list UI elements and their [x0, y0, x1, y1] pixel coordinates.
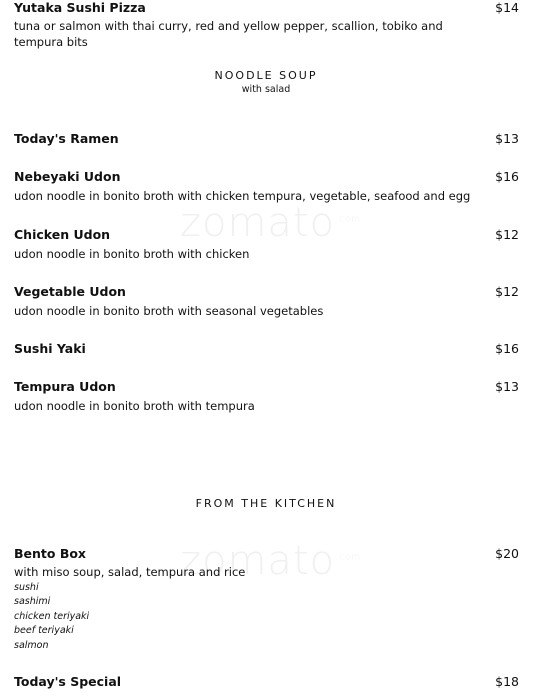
- option-item: salmon: [14, 639, 49, 651]
- item-description: udon noodle in bonito broth with chicken: [14, 247, 250, 261]
- section-subtitle: with salad: [241, 84, 291, 95]
- item-description: udon noodle in bonito broth with tempura: [14, 399, 255, 413]
- item-name: Today's Special: [14, 674, 122, 689]
- item-price: $12: [495, 227, 519, 242]
- item-price: $20: [495, 546, 519, 561]
- item-name: Chicken Udon: [14, 227, 111, 242]
- menu-item: [14, 674, 519, 690]
- option-list: [14, 581, 519, 653]
- item-description: tuna or salmon with thai curry, red and yellow pepper, scallion, tobiko and tempura bits: [14, 19, 443, 49]
- item-name: Yutaka Sushi Pizza: [14, 0, 146, 15]
- item-price: $12: [495, 284, 519, 299]
- item-name: Tempura Udon: [14, 379, 116, 394]
- section-title: FROM THE KITCHEN: [195, 497, 337, 510]
- item-price: $13: [495, 131, 519, 146]
- menu-item: [14, 227, 519, 262]
- item-price: $18: [495, 674, 519, 689]
- menu-item: [14, 131, 519, 147]
- section-title: NOODLE SOUP: [214, 69, 318, 82]
- watermark: zomato$^{.com}$: [180, 538, 362, 584]
- watermark: zomato$^{.com}$: [180, 200, 362, 246]
- menu-item: [14, 341, 519, 357]
- item-price: $13: [495, 379, 519, 394]
- option-item: sashimi: [14, 596, 51, 608]
- menu-item: [14, 169, 519, 204]
- menu-item: [14, 546, 519, 653]
- item-description: with miso soup, salad, tempura and rice: [14, 565, 246, 579]
- menu-item: [14, 379, 519, 414]
- option-item: chicken teriyaki: [14, 610, 90, 622]
- item-name: Nebeyaki Udon: [14, 169, 121, 184]
- item-name: Today's Ramen: [14, 131, 119, 146]
- item-price: $16: [495, 169, 519, 184]
- item-name: Sushi Yaki: [14, 341, 86, 356]
- menu-item: [14, 0, 519, 50]
- option-item: beef teriyaki: [14, 625, 74, 637]
- item-description: udon noodle in bonito broth with seasonal vegetables: [14, 304, 324, 318]
- item-name: Vegetable Udon: [14, 284, 126, 299]
- item-price: $14: [495, 0, 519, 15]
- item-description: udon noodle in bonito broth with chicken tempura, vegetable, seafood and egg: [14, 189, 471, 203]
- item-name: Bento Box: [14, 546, 86, 561]
- option-item: sushi: [14, 582, 39, 593]
- menu-item: [14, 284, 519, 319]
- item-price: $16: [495, 341, 519, 356]
